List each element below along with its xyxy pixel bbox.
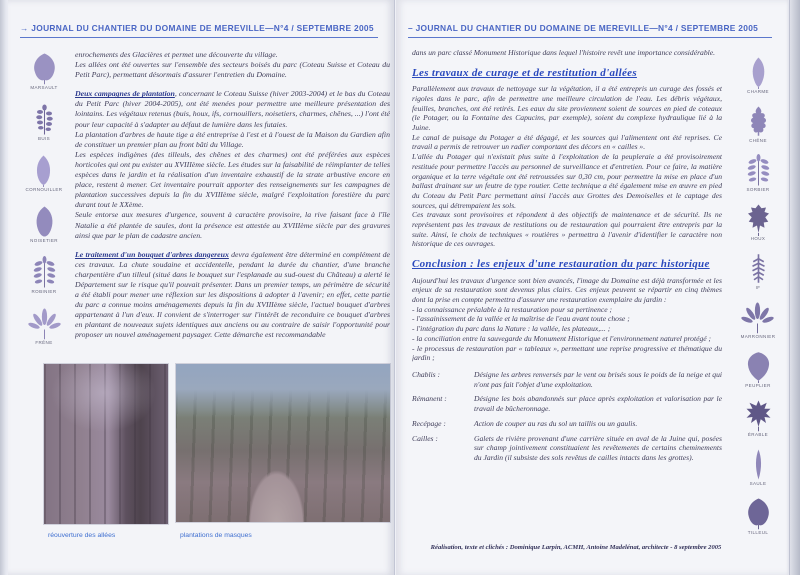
leaf-item-if: [742, 252, 775, 301]
photo-caption: réouverture des allées: [48, 532, 116, 539]
leaf-item-houx: [742, 203, 775, 252]
leaf-label: CORNOUILLER: [25, 187, 63, 192]
paragraph-text: Les espèces indigènes (des tilleuls, des chênes et des charmes) ont été préférées aux espèces horticoles qui ont pu exister au XVIIIème siècle. Les études sur la faisabilité de réimplanter de telles espèces dans le jardin et la réalisation d'un inventaire exhaustif de la strate arbustive encore en place, restent à mener. Cet inventaire pourrait apporter des renseignements sur les campagnes de plantation successives depuis la fin du XVIIIème siècle, malgré l'exploitation forestière du parc durant tout le XXème.: [75, 149, 390, 210]
if-leaf-icon: [742, 252, 775, 285]
paragraph-lead: Deux campagnes de plantation: [75, 89, 175, 99]
leaf-item-marsault: [28, 52, 61, 103]
glossary: [412, 370, 722, 463]
page-gutter-line: [394, 0, 395, 575]
leaf-label: SAULE: [749, 481, 767, 486]
glossary-term: Rémanent :: [412, 394, 447, 404]
paragraph: Le canal de puisage du Potager a été dégagé, et les sources qui l'alimentent ont été reprises. Ce travail a permis de retrouver un radier comportant des décors en « cailles ».: [412, 132, 722, 152]
sorbier-leaf-icon: [742, 154, 775, 187]
photo-strip: [44, 364, 390, 539]
leaf-label: CHÊNE: [749, 138, 767, 143]
leaf-item-sorbier: [742, 154, 775, 203]
glossary-row: [412, 370, 722, 389]
paragraph-text: enrochements des Glacières et permet une découverte du village.: [75, 50, 278, 59]
saule-leaf-icon: [742, 448, 775, 481]
leaf-item-chene: [742, 105, 775, 154]
leaf-label: MARSAULT: [30, 85, 58, 90]
leaf-item-frene: [28, 307, 61, 358]
paragraph-lead: Le traitement d'un bouquet d'arbres dangereux: [75, 249, 229, 259]
paragraph-text: Seule entorse aux mesures d'urgence, souvent à caractère provisoire, la rive faisant face à l'île Natalie a été plantée de saules, dont la présence est attestée au XVIIIème siècle par des gravures ainsi que par le plan de cadastre ancien.: [75, 210, 390, 240]
glossary-definition: Galets de rivière provenant d'une carrière située en aval de la Juine qui, posées sur champ jointivement constituaient les revêtements de certains cheminements du Jardin (il subsiste des sols revêtus de cailles intacts dans les grottes).: [474, 433, 722, 462]
paragraph: [75, 150, 390, 211]
paragraph: [75, 60, 390, 80]
paragraph-text: La plantation d'arbres de haute tige a été entreprise à l'est et à l'ouest de la Maison du Gardien afin de constituer un premier plan au front bâti du Village.: [75, 129, 390, 149]
marronnier-leaf-icon: [741, 301, 774, 334]
paragraph-text: devra également être déterminé en complément de ces travaux. La chute soudaine et accidentelle, pendant la durée du chantier, d'une branche charpentière d'un tilleul (situé dans le bouquet sur l'esplanade au sud-ouest du Château) a alerté le Département sur le risque qu'il pouvait présenter. Dans un premier temps, un périmètre de sécurité a été établi pour mener une réflexion sur les dispositions à adopter à l'avenir; en effet, cette partie du parc a connue moins aménagements depuis la fin du XVIIIème siècle, l'actuel bouquet d'arbres appartenant à l'un d'eux. Il convient de s'interroger sur l'intérêt de reconduire ce bouquet d'arbres en plantant de nouveaux sujets identiques aux anciens ou au contraire de saisir l'opportunité pour proposer un nouvel aménagement paysager. Cette démarche est recommandable: [75, 249, 390, 340]
leaf-label: SORBIER: [746, 187, 770, 192]
tilleul-leaf-icon: [742, 497, 775, 530]
leaf-label: BUIS: [37, 136, 51, 141]
left-leaf-margin: [20, 52, 68, 358]
page-left: [8, 0, 394, 575]
glossary-definition: Action de couper au ras du sol un taillis ou un gaulis.: [474, 418, 638, 428]
page-right: [396, 0, 788, 575]
page-header-left: → JOURNAL DU CHANTIER DU DOMAINE DE MEREVILLE—N°4 / SEPTEMBRE 2005: [20, 23, 378, 38]
bullet-item: - le processus de restauration par « tableaux », permettant une reprise progressive et thématique du jardin ;: [412, 343, 722, 363]
peuplier-leaf-icon: [742, 350, 775, 383]
bullet-item: - l'intégration du parc dans la Nature : la vallée, les plateaux,... ;: [412, 324, 611, 334]
leaf-label: HOUX: [750, 236, 766, 241]
leaf-label: NOISETIER: [30, 238, 58, 243]
paragraph: [75, 250, 390, 341]
photo-reouverture-allees: [44, 364, 168, 524]
section-title-conclusion: Conclusion : les enjeux d'une restauration du parc historique: [412, 258, 710, 271]
leaf-label: IF: [755, 285, 761, 290]
paragraph: Parallèlement aux travaux de nettoyage sur la végétation, il a été entrepris un curage des fossés et rigoles dans le parc, afin de permettre une meilleure circulation de l'eau. Les débris végétaux, feuilles, branches, ont été retirés. Les eaux du site proviennent soient de sources en pied de coteaux (le Potager, ou la Fontaine des Capucins, par exemple), soient du complexe hydraulique lié à la Juine.: [412, 84, 722, 133]
paragraph: dans un parc classé Monument Historique dans lequel l'histoire revêt une importance considérable.: [412, 48, 716, 57]
glossary-term: Chablis :: [412, 369, 441, 379]
paragraph-text: , concernant le Coteau Suisse (hiver 2003-2004) et le bas du Coteau du Petit Parc (hiver 2004-2005), ont été menées pour permettre une meilleure présentation des lointains. Les végétaux retenus (buis, houx, ifs, cornouillers, noisetiers, charmes, chênes, ...) l'ont été pour leur capacité à s'adapter au défaut de lumière dans les futaies.: [75, 89, 390, 129]
paragraph: L'allée du Potager qui n'existait plus suite à l'exploitation de la peupleraie a été provisoirement restituée pour permettre l'accès au personnel de surveillance et d'entretien. Pour ce faire, la matière organique et la terre végétale ont été retroussées sur 0,30 cm, pour permettre la mise en place d'un ballast drainant sur un feutre de type routier. Cette technique a été également mise en œuvre en pied du Coteau du Petit Parc permettant ainsi l'accès aux Grottes des Demoiselles et le captage des sources, qui détrempaient les sols.: [412, 152, 722, 210]
leaf-item-peuplier: [742, 350, 775, 399]
erable-leaf-icon: [742, 399, 775, 432]
charme-leaf-icon: [742, 56, 775, 89]
page-header-right: – JOURNAL DU CHANTIER DU DOMAINE DE MEREVILLE—N°4 / SEPTEMBRE 2005: [408, 23, 772, 38]
right-leaf-margin: [734, 56, 782, 546]
noisetier-leaf-icon: [28, 205, 61, 238]
glossary-row: [412, 419, 722, 429]
glossary-definition: Désigne les arbres renversés par le vent ou brisés sous le poids de la neige et qui n'ont pas fait l'objet d'une exploitation.: [474, 369, 722, 389]
right-text-column: [412, 48, 722, 540]
houx-leaf-icon: [742, 203, 775, 236]
paragraph: Aujourd'hui les travaux d'urgence sont bien avancés, l'image du Domaine est déjà transformée et les enjeux de sa restauration sont devenus plus clairs. Ces enjeux peuvent se répartir en cinq thèmes dont la prise en compte permettra d'assurer une restauration exemplaire du jardin :: [412, 275, 722, 305]
leaf-item-noisetier: [28, 205, 61, 256]
paragraph: [75, 210, 390, 240]
bullet-item: - l'assainissement de la vallée et la maîtrise de l'eau avant toute chose ;: [412, 314, 630, 324]
leaf-label: TILLEUL: [747, 530, 769, 535]
leaf-label: PEUPLIER: [745, 383, 771, 388]
leaf-item-saule: [742, 448, 775, 497]
leaf-label: ÉRABLE: [747, 432, 769, 437]
scan-edge-shadow: [786, 0, 800, 575]
credits-footer: Réalisation, texte et clichés : Dominique Larpin, ACMH, Antoine Madelénat, architecte - 8 septembre 2005: [430, 544, 722, 551]
leaf-item-cornouiller: [26, 154, 63, 205]
leaf-item-buis: [28, 103, 61, 154]
leaf-label: ROBINIER: [31, 289, 57, 294]
robinier-leaf-icon: [28, 256, 61, 289]
photo-caption: plantations de masques: [180, 532, 252, 539]
glossary-definition: Désigne les bois abandonnés sur place après exploitation et valorisation par le travail de bûcheronnage.: [474, 394, 722, 414]
paragraph: [75, 50, 390, 60]
glossary-row: [412, 434, 722, 463]
paragraph-text: Les allées ont été ouvertes sur l'ensemble des secteurs boisés du parc (Coteau Suisse et Coteau du Petit Parc), permettant désormais d'assurer l'entretien du Domaine.: [75, 60, 390, 80]
left-text-column: [75, 50, 390, 362]
cornouiller-leaf-icon: [27, 154, 60, 187]
section-title-curage: Les travaux de curage et de restitution d'allées: [412, 66, 637, 79]
leaf-label: MARRONNIER: [740, 334, 776, 339]
marsault-leaf-icon: [28, 52, 61, 85]
glossary-term: Cailles :: [412, 433, 438, 443]
leaf-item-erable: [742, 399, 775, 448]
frene-leaf-icon: [28, 307, 61, 340]
leaf-label: FRÊNE: [35, 340, 53, 345]
photo-plantations-masques: [176, 364, 390, 522]
chene-leaf-icon: [742, 105, 775, 138]
bullet-item: - la conciliation entre la sauvegarde du Monument Historique et l'environnement naturel protégé ;: [412, 333, 712, 343]
buis-leaf-icon: [28, 103, 61, 136]
leaf-item-marronnier: [741, 301, 776, 350]
glossary-row: [412, 394, 722, 413]
paragraph: Ces travaux sont provisoires et répondent à des objectifs de maintenance et de sécurité. Ils ne représentent pas les travaux de restitutions ou de restauration qui pourraient être entrepris par la suite. Ainsi, le choix de techniques « routières » permettra à l'avenir d'identifier le caractère non historique de ces ouvrages.: [412, 210, 722, 249]
glossary-term: Recépage :: [412, 418, 446, 428]
leaf-label: CHARME: [747, 89, 769, 94]
bullet-item: - la connaissance préalable à la restauration pour sa pertinence ;: [412, 304, 613, 314]
paragraph: [75, 89, 390, 129]
leaf-item-tilleul: [742, 497, 775, 546]
leaf-item-robinier: [28, 256, 61, 307]
leaf-item-charme: [742, 56, 775, 105]
paragraph: [75, 130, 390, 150]
